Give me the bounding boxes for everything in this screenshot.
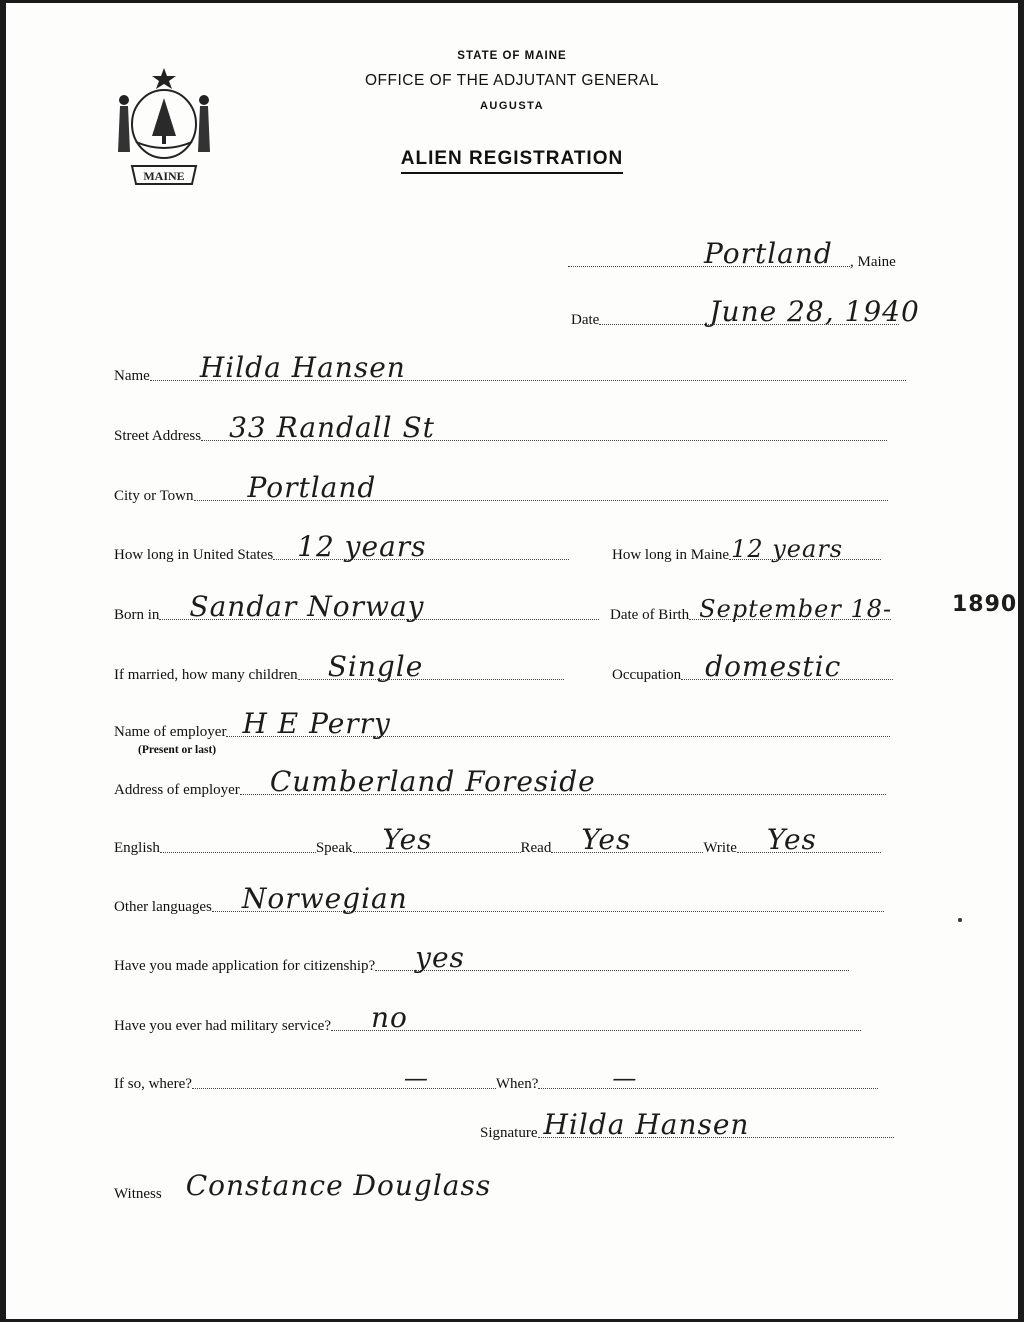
children-field	[298, 619, 564, 683]
name-row	[114, 326, 906, 386]
employer-name-field	[226, 676, 890, 740]
when-label: When?	[495, 1076, 539, 1092]
name-value: Hilda Hansen	[199, 351, 406, 384]
birth-date-value: September 18-	[699, 595, 893, 623]
name-field	[150, 320, 906, 384]
read-field	[551, 792, 703, 856]
employer-name-value: H E Perry	[242, 707, 391, 740]
english-field	[160, 792, 316, 853]
employer-address-field	[240, 734, 886, 798]
children-label: If married, how many children	[114, 667, 298, 683]
write-label: Write	[703, 840, 737, 856]
write-value: Yes	[766, 823, 817, 856]
occupation-field	[681, 619, 893, 683]
how-long-maine-row	[612, 505, 881, 565]
where-value: —	[403, 1064, 429, 1092]
other-languages-value: Norwegian	[241, 882, 408, 915]
citizenship-value: yes	[415, 941, 465, 974]
signature-row	[480, 1083, 894, 1143]
how-long-maine-value: 12 years	[731, 535, 844, 563]
state-heading: STATE OF MAINE	[457, 50, 567, 62]
city-label: City or Town	[114, 488, 194, 504]
occupation-label: Occupation	[612, 667, 682, 683]
other-languages-label: Other languages	[114, 899, 212, 915]
witness-value: Constance Douglass	[185, 1169, 492, 1202]
street-value: 33 Randall St	[229, 411, 435, 444]
svg-text:MAINE: MAINE	[143, 169, 185, 183]
signature-field	[538, 1077, 894, 1141]
born-in-value: Sandar Norway	[189, 590, 425, 623]
birth-date-label: Date of Birth	[610, 607, 690, 623]
military-label: Have you ever had military service?	[114, 1018, 331, 1034]
place-row	[568, 212, 912, 272]
city-row	[114, 446, 888, 506]
employer-address-label: Address of employer	[114, 782, 240, 798]
born-in-field	[159, 559, 599, 623]
birth-date-row	[610, 565, 891, 625]
office-heading: OFFICE OF THE ADJUTANT GENERAL	[364, 72, 660, 89]
page-mark	[958, 918, 962, 922]
employer-address-row	[114, 740, 886, 800]
street-field	[201, 380, 887, 444]
where-field	[192, 1028, 496, 1092]
name-label: Name	[114, 368, 150, 384]
write-field	[737, 792, 881, 856]
witness-row	[114, 1144, 662, 1204]
signature-label: Signature	[480, 1125, 538, 1141]
speak-field	[353, 792, 521, 856]
employer-address-value: Cumberland Foreside	[269, 765, 596, 798]
street-label: Street Address	[114, 428, 202, 444]
how-long-us-label: How long in United States	[114, 547, 274, 563]
employer-name-row	[114, 682, 890, 756]
witness-field	[162, 1138, 662, 1202]
other-languages-field	[212, 851, 884, 915]
children-value: Single	[327, 650, 424, 683]
how-long-maine-label: How long in Maine	[612, 547, 730, 563]
citizenship-row	[114, 916, 849, 976]
where-label: If so, where?	[114, 1076, 192, 1092]
english-label: English	[114, 840, 160, 856]
other-languages-row	[114, 857, 884, 917]
place-suffix: , Maine	[850, 254, 896, 270]
city-field	[194, 440, 888, 504]
how-long-us-row	[114, 505, 569, 565]
street-row	[114, 386, 887, 446]
signature-value: Hilda Hansen	[543, 1108, 750, 1141]
form-title: ALIEN REGISTRATION	[250, 148, 774, 170]
how-long-us-value: 12 years	[297, 530, 427, 563]
born-in-label: Born in	[114, 607, 160, 623]
citizenship-field	[375, 910, 849, 974]
employer-name-label: Name of employer	[114, 724, 227, 740]
birth-year-value: 1890	[952, 592, 1018, 617]
read-label: Read	[520, 840, 552, 856]
place-value: Portland	[704, 237, 833, 270]
citizenship-label: Have you made application for citizenship?	[114, 958, 376, 974]
occupation-value: domestic	[705, 650, 842, 683]
witness-label: Witness	[114, 1186, 162, 1202]
speak-label: Speak	[315, 840, 353, 856]
birth-date-field	[689, 559, 893, 623]
date-label: Date	[571, 312, 600, 328]
read-value: Yes	[581, 823, 632, 856]
military-value: no	[371, 1001, 408, 1034]
military-field	[331, 970, 861, 1034]
born-in-row	[114, 565, 599, 625]
how-long-maine-field	[729, 499, 881, 563]
employer-name-sublabel: (Present or last)	[138, 744, 217, 756]
place-field	[568, 206, 850, 270]
date-field	[599, 264, 920, 328]
city-heading: AUGUSTA	[479, 100, 545, 112]
english-row	[114, 798, 881, 858]
maine-state-seal	[110, 62, 218, 190]
city-value: Portland	[247, 471, 377, 504]
military-row	[114, 976, 861, 1036]
date-value: June 28, 1940	[709, 295, 920, 328]
how-long-us-field	[273, 499, 569, 563]
speak-value: Yes	[382, 823, 433, 856]
when-value: —	[612, 1064, 638, 1092]
